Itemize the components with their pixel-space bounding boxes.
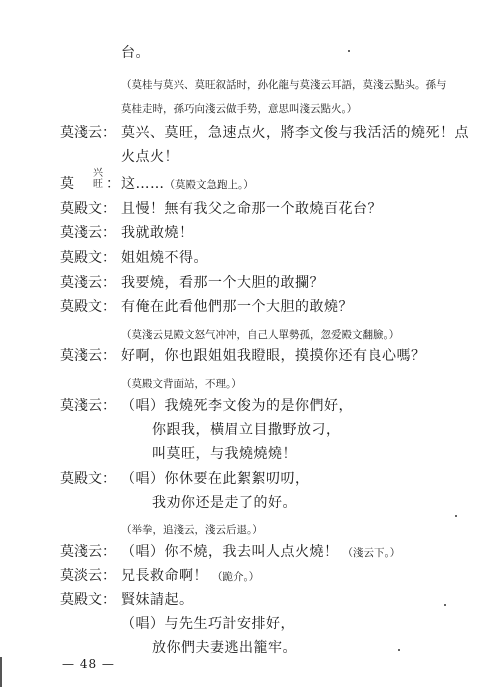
line	[121, 42, 150, 62]
stage-direction: （莫淺云見殿文怒气冲冲，自己人單勢孤，忽爱殿文翻臉。）	[121, 329, 400, 341]
speaker-label: 莫淺云：	[60, 544, 116, 560]
line-text: 你跟我，橫眉立目撒野放刁，	[152, 422, 341, 438]
page-number: — 48 —	[62, 657, 115, 671]
stage-direction: （莫殿文急跑上。）	[164, 179, 254, 191]
line	[121, 395, 353, 415]
speaker-stack-bottom: 旺	[93, 179, 103, 190]
line	[121, 565, 259, 585]
speaker-label: 莫淺云：	[60, 225, 116, 241]
line	[121, 146, 179, 166]
speaker-label: 莫殿文：	[60, 592, 116, 608]
line	[121, 272, 324, 292]
line-text: 叫莫旺，与我燒燒燒！	[152, 446, 297, 462]
speaker-label: 莫淺云：	[60, 398, 116, 414]
stage-direction: （莫殿文背面站，不理。）	[121, 378, 242, 390]
line	[152, 443, 297, 463]
print-speck	[444, 604, 446, 606]
stage-direction: （莫桂与莫兴、莫旺叙話时，孙化龍与莫淺云耳語，莫淺云點头。孫与	[121, 79, 447, 91]
speaker-label: 莫殿文：	[60, 250, 116, 266]
line	[121, 613, 295, 633]
speaker-label: 莫淺云：	[60, 348, 116, 364]
line	[152, 637, 297, 657]
speaker-colon: ：	[106, 176, 120, 192]
line	[121, 247, 208, 267]
line	[121, 222, 194, 242]
speaker-label: 莫淺云：	[60, 275, 116, 291]
line	[121, 323, 399, 342]
line	[121, 97, 357, 116]
line-text: 賢妹請起。	[121, 592, 194, 608]
line-text: 放你們夫妻逃出籠牢。	[152, 640, 297, 656]
stage-direction: （跪介。）	[212, 571, 260, 583]
stage-direction: 莫桂走時，孫巧向淺云做手势，意思叫淺云點火。）	[121, 103, 358, 115]
speaker-stack-top: 兴	[93, 168, 103, 179]
line-text: 莫兴、莫旺，急速点火，將李文俊与我活活的燒死！点	[121, 125, 469, 141]
line-text: 这……	[121, 176, 165, 192]
line	[121, 296, 353, 316]
line	[121, 541, 400, 561]
line	[121, 372, 242, 391]
line-text: 兄長救命啊！	[121, 568, 208, 584]
line-text: 我要燒，看那一个大胆的敢攔？	[121, 275, 324, 291]
stage-direction: （淺云下。）	[342, 547, 401, 559]
speaker-label: 莫淺云：	[60, 125, 116, 141]
line-text: （唱）与先生巧計安排好，	[121, 616, 295, 632]
line-text: 台。	[121, 45, 150, 61]
line	[121, 73, 447, 92]
line-text: （唱）我燒死李文俊为的是你們好，	[121, 398, 353, 414]
binding-edge	[0, 657, 2, 687]
line-text: 且慢！無有我父之命那一个敢燒百花台？	[121, 201, 382, 217]
speaker-label: 莫殿文：	[60, 471, 116, 487]
speaker-label: 莫殿文：	[60, 299, 116, 315]
line	[121, 173, 254, 193]
speaker-label: 莫殿文：	[60, 201, 116, 217]
line-text: 姐姐燒不得。	[121, 250, 208, 266]
print-speck	[398, 649, 400, 651]
line-text: （唱）你休要在此絮絮叨叨，	[121, 471, 310, 487]
line	[121, 518, 263, 537]
line-text: 火点火！	[121, 149, 179, 165]
print-speck	[455, 515, 457, 517]
line	[121, 198, 382, 218]
line-text: 好啊，你也跟姐姐我瞪眼，摸摸你还有良心嗎？	[121, 348, 426, 364]
line	[121, 589, 194, 609]
speaker-label-stacked	[93, 168, 103, 190]
print-speck	[348, 50, 350, 52]
line-text: （唱）你不燒，我去叫人点火燒！	[121, 544, 339, 560]
line-text: 我劝你还是走了的好。	[152, 495, 297, 511]
line-text: 我就敢燒！	[121, 225, 194, 241]
line	[152, 492, 297, 512]
line	[121, 468, 310, 488]
speaker-label-main: 莫	[60, 176, 74, 192]
line	[121, 122, 469, 142]
stage-direction: （举拳，追淺云，淺云后退。）	[121, 524, 263, 536]
line	[121, 345, 426, 365]
line	[152, 419, 341, 439]
speaker-label: 莫淡云：	[60, 568, 116, 584]
line-text: 有俺在此看他們那一个大胆的敢燒？	[121, 299, 353, 315]
